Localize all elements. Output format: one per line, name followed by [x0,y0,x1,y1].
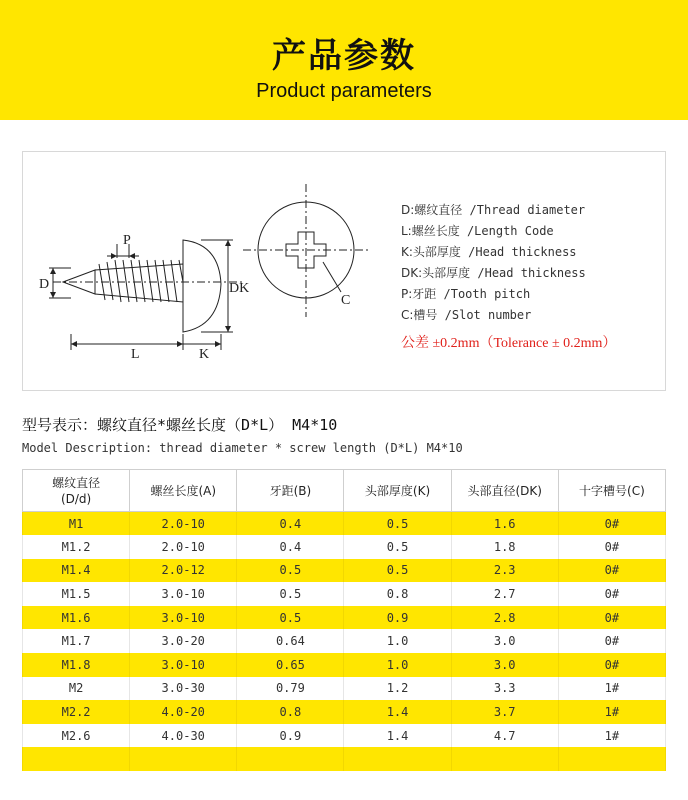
table-row: M1.4 2.0-12 0.5 0.5 2.3 0# [23,559,666,583]
table-row: M1.8 3.0-10 0.65 1.0 3.0 0# [23,653,666,677]
table-row [23,747,666,771]
table-row: M1.5 3.0-10 0.5 0.8 2.7 0# [23,582,666,606]
table-row: M1.2 2.0-10 0.4 0.5 1.8 0# [23,535,666,559]
page-title: 产品参数 [272,36,416,76]
screw-head [183,240,221,332]
legend-item: D:螺纹直径 /Thread diameter [401,203,586,217]
table-row: M1.6 3.0-10 0.5 0.9 2.8 0# [23,606,666,630]
table-row: M2 3.0-30 0.79 1.2 3.3 1# [23,677,666,701]
table-row: M1 2.0-10 0.4 0.5 1.6 0# [23,512,666,536]
model-description-cn: 型号表示：螺纹直径*螺丝长度（D*L） M4*10 [22,416,338,434]
legend-item: C:槽号 /Slot number [401,308,532,322]
tolerance-note: 公差 ±0.2mm（Tolerance ± 0.2mm） [401,336,617,351]
page-subtitle: Product parameters [256,80,432,102]
table-row: M2.2 4.0-20 0.8 1.4 3.7 1# [23,700,666,724]
label-d: D [39,277,50,292]
legend-item: L:螺丝长度 /Length Code [401,224,554,238]
screw-diagram-panel [22,151,666,391]
parameter-table [22,469,666,771]
col-head-diameter: 头部直径(DK) [451,470,558,512]
col-slot-number: 十字槽号(C) [558,470,665,512]
label-dk: DK [229,281,250,296]
legend [401,200,661,326]
model-description-en: Model Description: thread diameter * screw length (D*L) M4*10 [22,441,463,455]
col-thread-diameter: 螺纹直径 (D/d) [23,470,130,512]
table-row: M2.6 4.0-30 0.9 1.4 4.7 1# [23,724,666,748]
label-c: C [341,293,351,308]
col-screw-length: 螺丝长度(A) [130,470,237,512]
table-header-row [23,470,666,512]
label-l: L [131,347,140,362]
legend-item: P:牙距 /Tooth pitch [401,287,531,301]
col-head-thickness: 头部厚度(K) [344,470,451,512]
label-k: K [199,347,210,362]
legend-item: K:头部厚度 /Head thickness [401,245,577,259]
header-banner [0,0,688,120]
legend-item: DK:头部厚度 /Head thickness [401,266,586,280]
col-pitch: 牙距(B) [237,470,344,512]
label-p: P [123,233,131,248]
table-row: M1.7 3.0-20 0.64 1.0 3.0 0# [23,629,666,653]
